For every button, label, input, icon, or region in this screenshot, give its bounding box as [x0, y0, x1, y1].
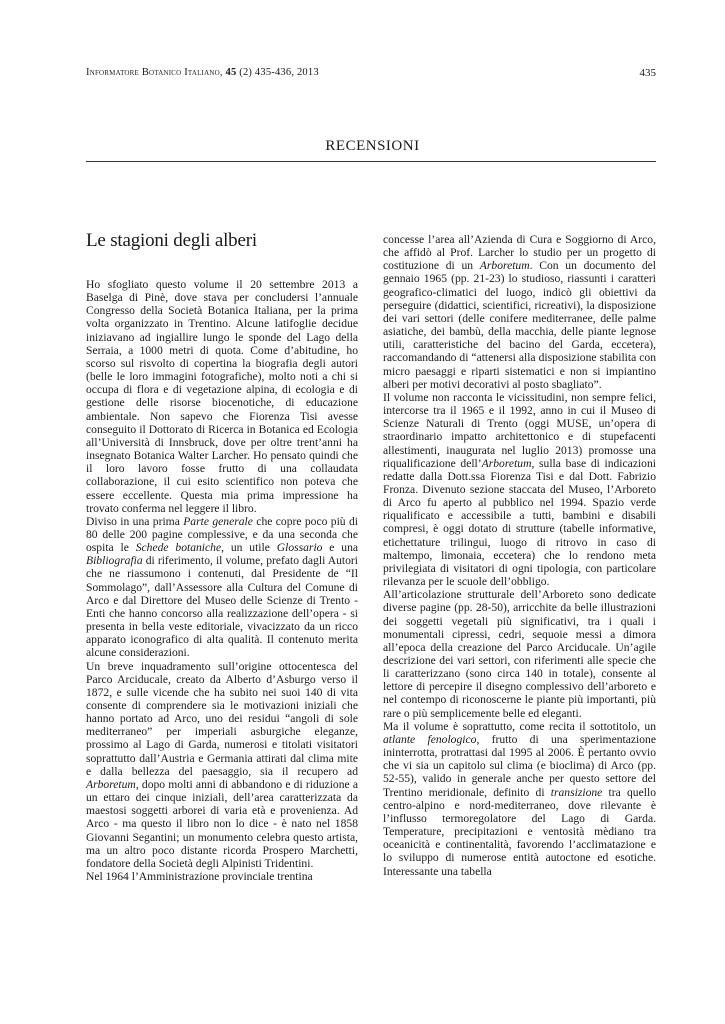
body-paragraph: [86, 515, 358, 660]
text-run: , un utile: [221, 541, 277, 555]
body-paragraph: [383, 391, 656, 588]
italic-text: Schede botaniche: [135, 541, 222, 555]
journal-name: Informatore Botanico Italiano,: [86, 67, 223, 78]
italic-text: Arboretum: [481, 456, 532, 470]
text-run: Il volume non racconta le vicissitudini, non sempre felici, intercorse tra il 1965 e il 1992, anno in cui il Museo di Scienze Naturali di Trento (oggi MUSE, un’opera di straordinario impatto architettonico e di stupefacenti allestimenti, inaugurata nel luglio 2013) promosse una riqualificazione dell’: [383, 390, 656, 470]
section-divider: [86, 161, 656, 162]
text-run: All’articolazione strutturale dell’Arboreto sono dedicate diverse pagine (pp. 28-50), arricchite da belle illustrazioni dei soggetti vegetali più significativi, tra i quali i monumentali cipressi, cedri, sequoie messi a dimora all’epoca della creazione del Parco Arciducale. Un’agile descrizione dei vari settori, con riferimenti alle specie che li caratterizzano (sono circa 140 in totale), consente al lettore di percepire il disegno complessivo dell’arboreto e nel contempo di riconoscerne le piante più importanti, più rare o più semplicemente belle ed eleganti.: [383, 588, 656, 720]
italic-text: Arboretum: [479, 259, 530, 273]
text-run: tra quello centro-alpino e nord-mediterraneo, dove rilevante è l’influsso termoregolatore del Lago di Garda. Temperature, precipitazioni e ventosità mèdiano tra oceanicità e continentalità, favorendo l’acclimatazione e lo sviluppo di numerose entità autoctone ed esotiche. Interessante una tabella: [383, 785, 656, 878]
text-run: e una: [322, 541, 359, 555]
text-run: Ma il volume è soprattutto, come recita il sottotitolo, un: [383, 719, 656, 733]
italic-text: Glossario: [276, 541, 323, 555]
italic-text: Arboretum: [86, 777, 136, 791]
body-paragraph: [383, 233, 656, 391]
text-run: Nel 1964 l’Amministrazione provinciale trentina: [86, 870, 313, 884]
section-title: RECENSIONI: [325, 138, 420, 154]
text-run: , dopo molti anni di abbandono e di riduzione a un ettaro dei cinque iniziali, dell’area caratterizzata da maestosi soggetti arborei di varia età e provenienza. Ad Arco - ma questo il libro non lo dice - è nato nel 1858 Giovanni Segantini; un monumento celebra questo artista, ma un altro poco distante ricorda Prospero Marchetti, fondatore della Società degli Alpinisti Tridentini.: [86, 777, 358, 870]
body-paragraph: [383, 588, 656, 720]
text-run: concesse l’area all’Azienda di Cura e Soggiorno di Arco, che affidò al Prof. Larcher lo studio per un progetto di costituzione di un: [383, 233, 656, 273]
article-title: Le stagioni degli alberi: [86, 230, 257, 251]
text-run: che copre poco più di 80 delle 200 pagine complessive, e da una seconda che ospita le: [86, 514, 358, 555]
text-run: Ho sfogliato questo volume il 20 settembre 2013 a Baselga di Pinè, dove stava per concludersi l’annuale Congresso della Società Botanica Italiana, per la prima volta organizzato in Trentino. Alcune latifoglie decidue iniziavano ad ingiallire lungo le sponde del Lago della Serraia, a 1000 metri di quota. Come d’abitudine, ho scorso sul risvolto di copertina la biografia degli autori (belle le loro immagini fotografiche), molto noti a chi si occupa di flora e di vegetazione alpina, di ecologia e di gestione delle risorse biocenotiche, di educazione ambientale. Non sapevo che Fiorenza Tisi avesse conseguito il Dottorato di Ricerca in Botanica ed Ecologia all’Università di Innsbruck, dove per oltre trent’anni ha insegnato Botanica Walter Larcher. Ho pensato quindi che il loro lavoro fosse frutto di una collaudata collaborazione, il cui esito scientifico non poteva che essere eccellente. Questa mia prima impressione ha trovato conferma nel leggere il libro.: [86, 278, 358, 515]
right-column: [383, 233, 656, 878]
text-run: Diviso in una prima: [86, 514, 184, 528]
text-run: . Con un documento del gennaio 1965 (pp. 21-23) lo studioso, riassunti i caratteri geografico-climatici del luogo, indicò gli obiettivi da perseguire (didattici, scientifici, ricreativi), la disposizione dei vari settori (delle conifere mediterranee, delle palme asiatiche, dei bambù, della macchia, delle piante legnose utili, caratteristiche del bacino del Garda, eccetera), raccomandando di “attenersi alla disposizione stabilita con micro paesaggi e riparti sistematici e non si impiantino alberi per motivi decorativi al posto sbagliato”.: [383, 259, 656, 391]
page-number: 435: [639, 67, 656, 79]
body-paragraph: [86, 870, 358, 883]
text-run: di riferimento, il volume, prefato dagli Autori che ne riassumono i contenuti, dal Presidente de “Il Sommolago”, dall’Assessore alla Cultura del Comune di Arco e dal Direttore del Museo delle Scienze di Trento - Enti che hanno concorso alla realizzazione dell’opera - si presenta in bella veste editoriale, vivacizzato da un ricco apparato iconografico di alta qualità. Il contenuto merita alcune considerazioni.: [86, 554, 358, 660]
issue-pages: (2) 435-436, 2013: [239, 67, 319, 78]
italic-text: Parte generale: [183, 514, 253, 528]
italic-text: transizione: [550, 785, 603, 799]
italic-text: atlante fenologico: [383, 732, 477, 746]
body-paragraph: [86, 278, 358, 515]
text-run: Un breve inquadramento sull’origine ottocentesca del Parco Arciducale, creato da Alberto d’Asburgo verso il 1872, e sulle vicende che ha subito nei suoi 140 di vita consente di comprendere sia le motivazioni iniziali che hanno portato ad Arco, uno dei residui “angoli di sole mediterraneo” per imperiali asburgiche eleganze, prossimo al Lago di Garda, numerosi e titolati visitatori soprattutto dall’Austria e Germania attirati dal clima mite e dalla bellezza del paesaggio, sia il recupero ad: [86, 659, 358, 778]
text-run: , sulla base di indicazioni redatte dalla Dott.ssa Fiorenza Tisi e dal Dott. Fabrizio Fronza. Divenuto sezione staccata del Museo, l’Arboreto di Arco fu aperto al pubblico nel 1994. Spazio verde riqualificato e accessibile a tutti, bambini e disabili compresi, è oggi dotato di strutture (tabelle informative, etichettature trilingui, luogo di ritrovo in caso di maltempo, limonaia, eccetera) che lo rendono meta privilegiata di visitatori di ogni tipologia, con particolare rilevanza per le scuole dell’obbligo.: [383, 456, 656, 589]
text-run: , frutto di una sperimentazione ininterrotta, protrattasi dal 1995 al 2006. È pertanto ovvio che vi sia un capitolo sul clima (e bioclima) di Arco (pp. 52-55), valido in generale anche per questo settore del Trentino meridionale, definito di: [383, 732, 656, 799]
body-paragraph: [383, 720, 656, 878]
running-head: [86, 67, 319, 78]
body-paragraph: [86, 660, 358, 871]
volume-number: 45: [225, 67, 237, 78]
left-column: [86, 278, 358, 883]
italic-text: Bibliografia: [86, 554, 143, 568]
